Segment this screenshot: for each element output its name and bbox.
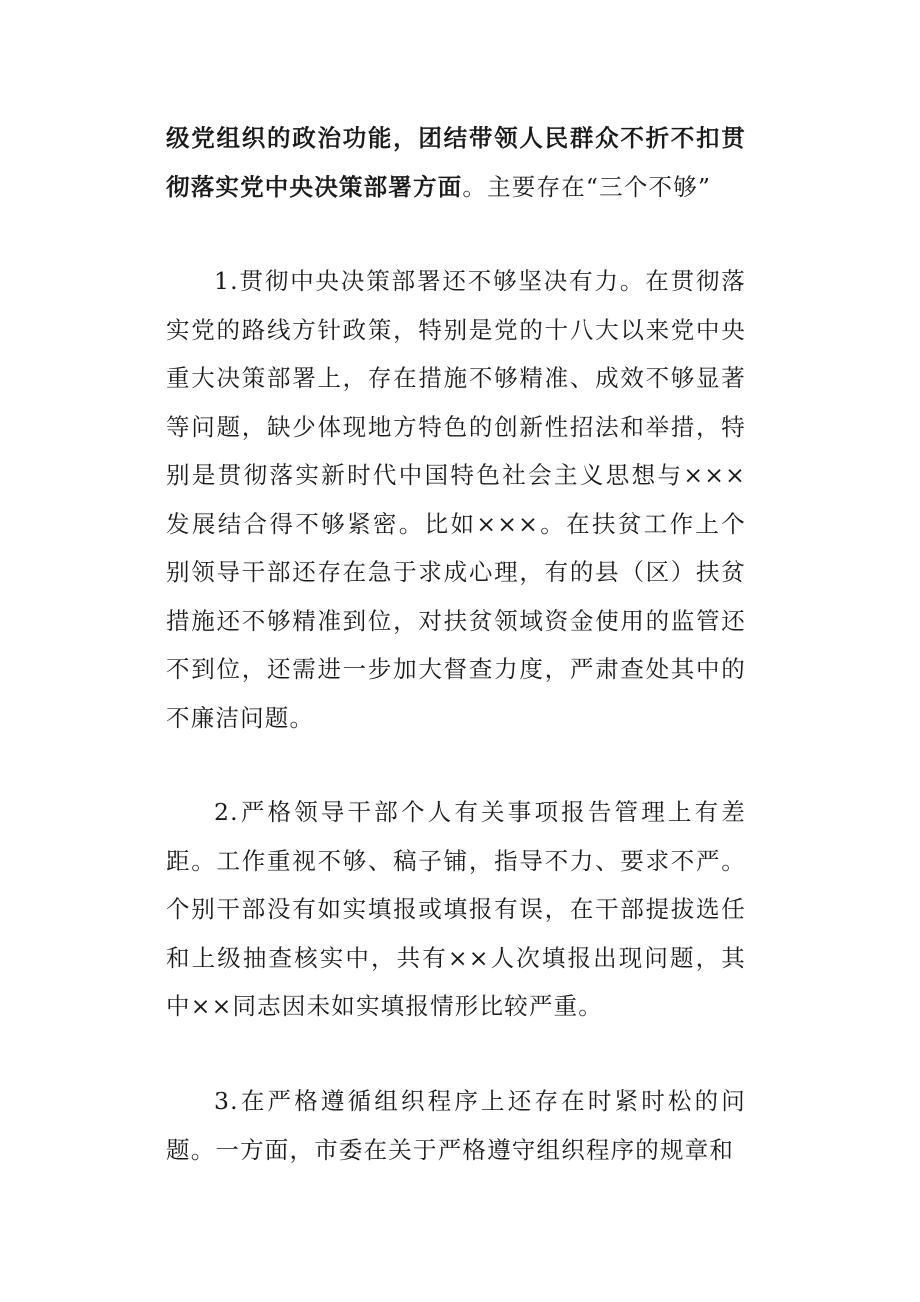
paragraph-2: 2.严格领导干部个人有关事项报告管理上有差距。工作重视不够、稿子铺，指导不力、要求不严。个别干部没有如实填报或填报有误，在干部提拔选任和上级抽查核实中，共有××人次填报出现问题，其中××同志因未如实填报情形比较严重。 [166, 798, 746, 1020]
intro-bold-text: 级党组织的政治功能，团结带领人民群众不折不扣贯彻落实党中央决策部署方面 [166, 124, 746, 201]
intro-normal-text: 。主要存在“三个不够” [462, 172, 712, 201]
paragraph-3: 3.在严格遵循组织程序上还存在时紧时松的问题。一方面，市委在关于严格遵守组织程序的规章和 [166, 1087, 746, 1164]
intro-paragraph [166, 114, 746, 211]
paragraph-1: 1.贯彻中央决策部署还不够坚决有力。在贯彻落实党的路线方针政策，特别是党的十八大以来党中央重大决策部署上，存在措施不够精准、成效不够显著等问题，缺少体现地方特色的创新性招法和举措，特别是贯彻落实新时代中国特色社会主义思想与×××发展结合得不够紧密。比如×××。在扶贫工作上个别领导干部还存在急于求成心理，有的县（区）扶贫措施还不够精准到位，对扶贫领域资金使用的监管还不到位，还需进一步加大督查力度，严肃查处其中的不廉洁问题。 [166, 267, 746, 732]
